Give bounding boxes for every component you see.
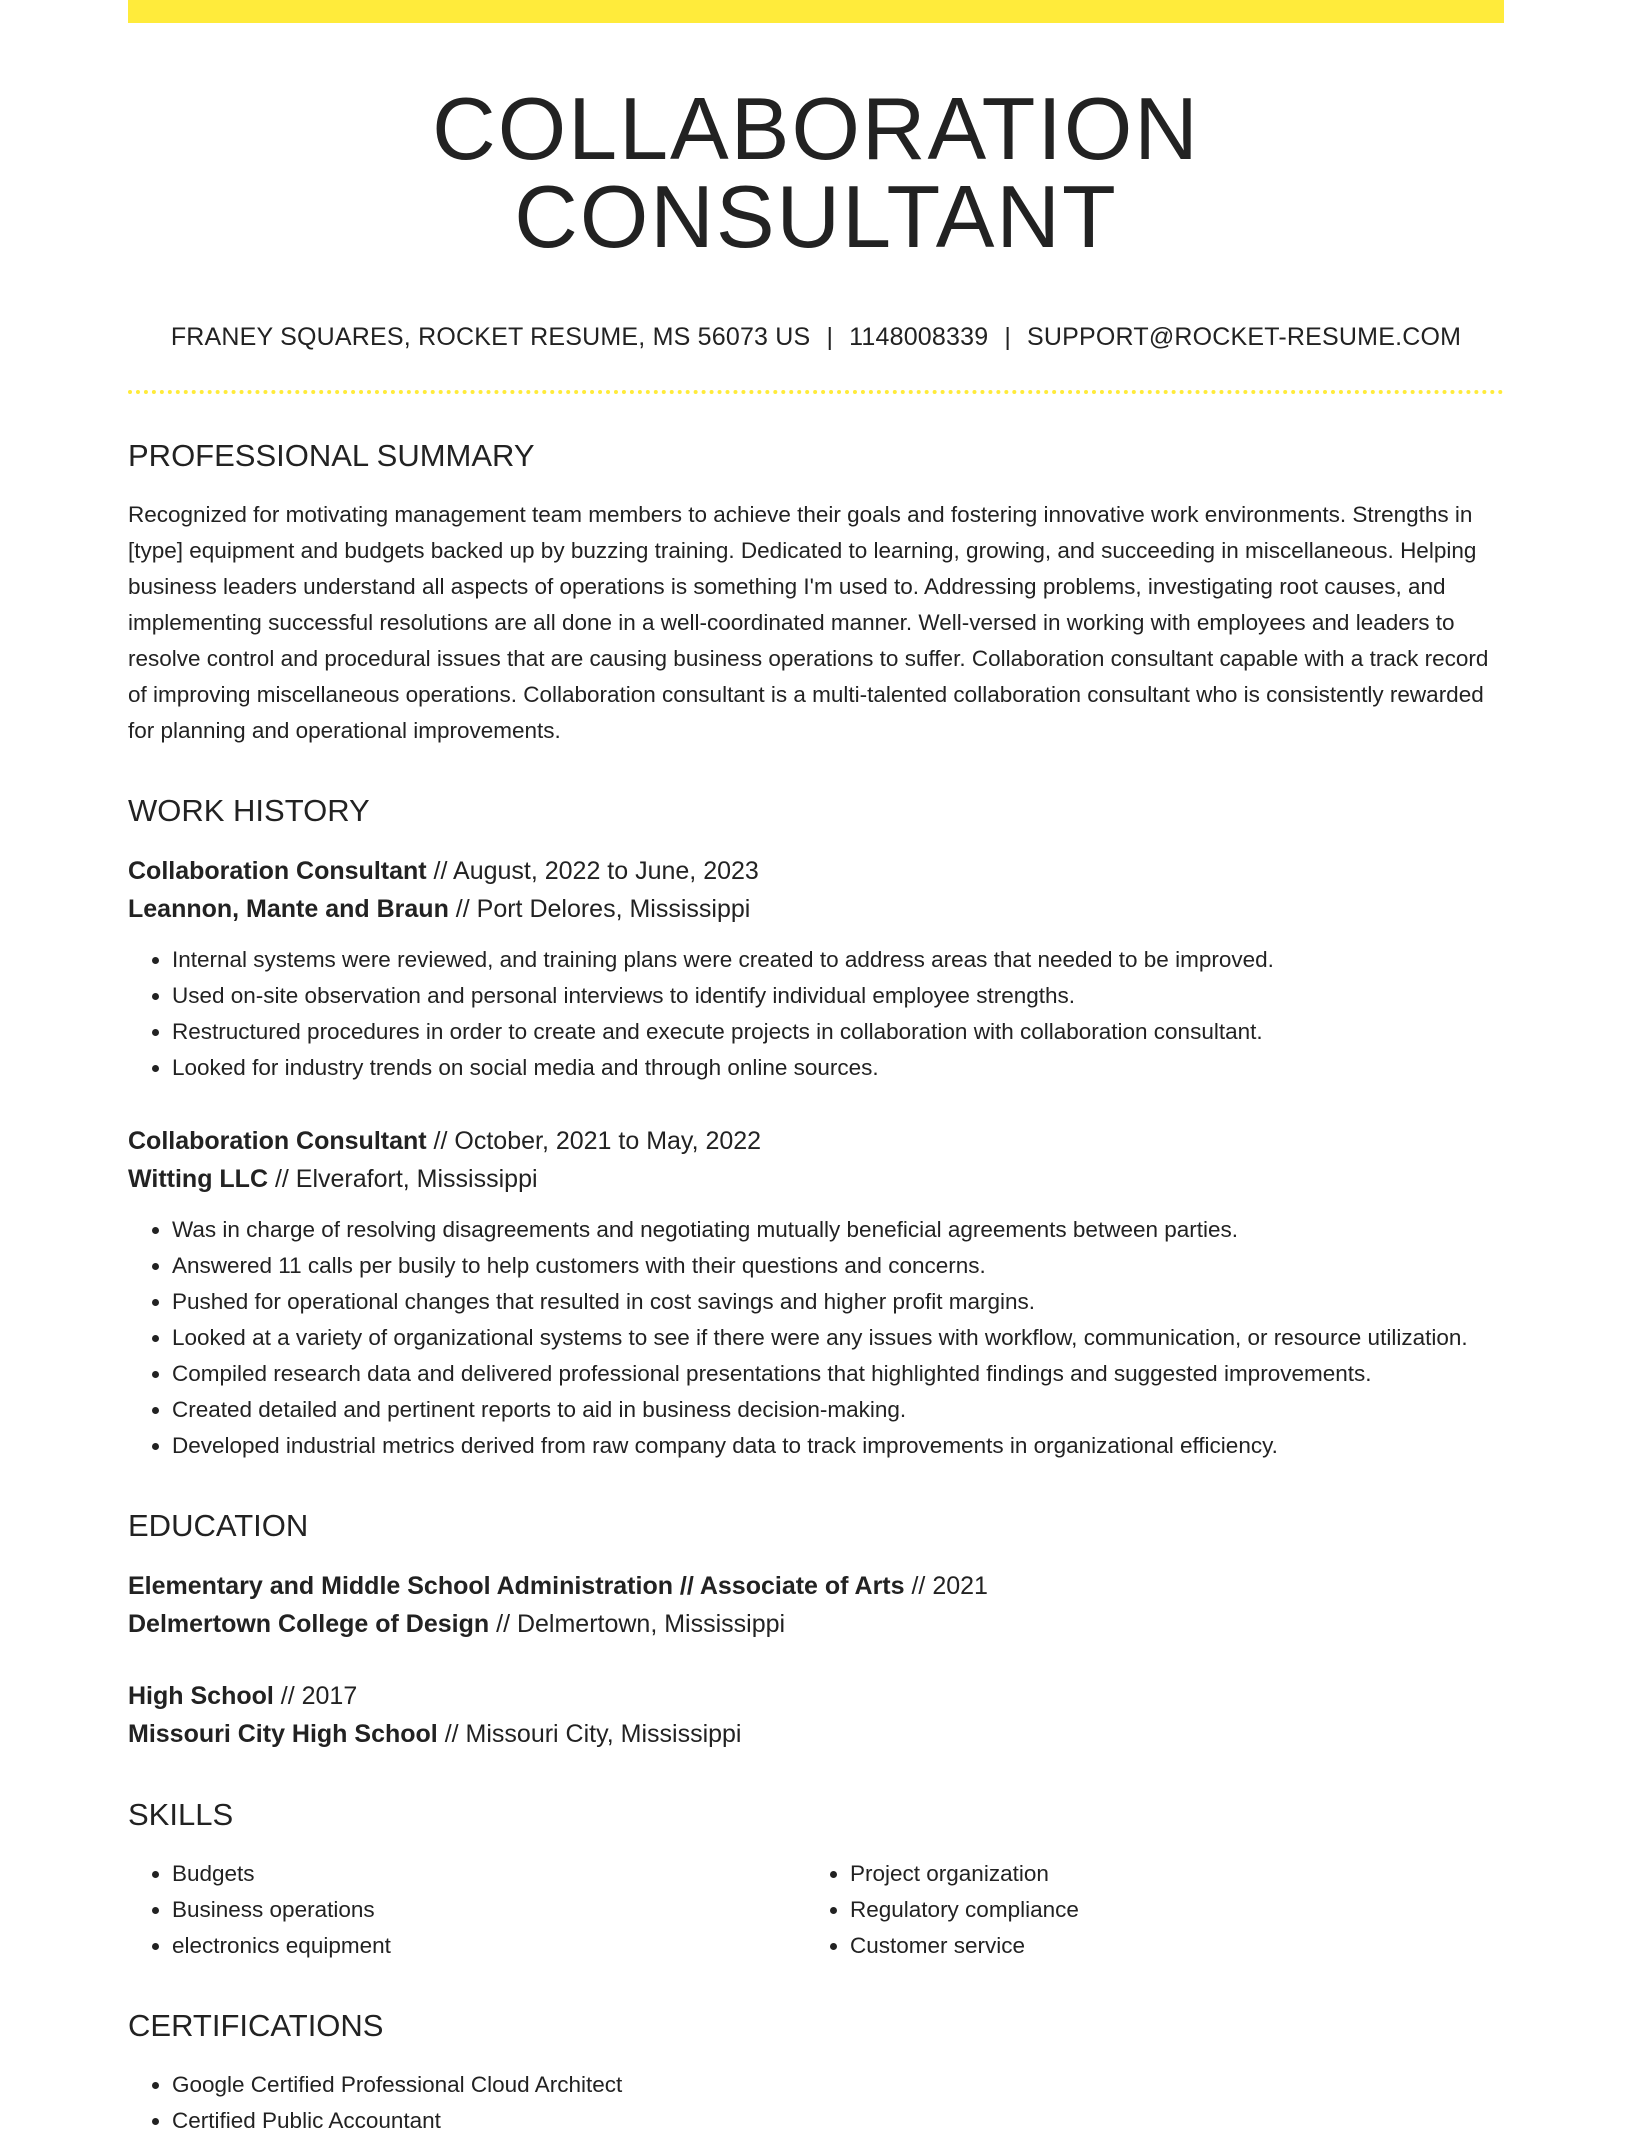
job-bullets <box>128 942 1504 1086</box>
contact-line <box>128 325 1504 350</box>
skill-item: • Project organization <box>850 1856 1484 1892</box>
job-bullet: • Restructured procedures in order to create and execute projects in collaboration with collaboration consultant. <box>172 1014 1504 1050</box>
education-degree-line <box>128 1677 1504 1715</box>
education-degree-line <box>128 1567 1504 1605</box>
certifications-heading: CERTIFICATIONS <box>128 2008 384 2043</box>
skill-item: • electronics equipment <box>172 1928 806 1964</box>
skills-heading: SKILLS <box>128 1797 234 1832</box>
education-school-line <box>128 1715 1504 1753</box>
education-year: // 2017 <box>273 1682 358 1710</box>
education-school: Missouri City High School <box>128 1720 438 1748</box>
summary-heading: PROFESSIONAL SUMMARY <box>128 438 535 473</box>
education-heading: EDUCATION <box>128 1508 309 1543</box>
job-dates: // August, 2022 to June, 2023 <box>426 857 759 885</box>
contact-separator: | <box>826 323 834 351</box>
skill-item: • Budgets <box>172 1856 806 1892</box>
job-bullet: • Was in charge of resolving disagreements and negotiating mutually beneficial agreements between parties. <box>172 1212 1504 1248</box>
job-bullet: • Used on-site observation and personal interviews to identify individual employee strengths. <box>172 978 1504 1014</box>
work-history-heading: WORK HISTORY <box>128 793 370 828</box>
education-school: Delmertown College of Design <box>128 1610 490 1638</box>
job-bullet: • Internal systems were reviewed, and training plans were created to address areas that needed to be improved. <box>172 942 1504 978</box>
education-location: // Missouri City, Mississippi <box>437 1720 742 1748</box>
summary-text: Recognized for motivating management team members to achieve their goals and fostering innovative work environments. Strengths in [type] equipment and budgets backed up by buzzing training. Dedicated to learning, growing, and succeeding in miscellaneous. Helping business leaders understand all aspects of operations is something I'm used to. Addressing problems, investigating root causes, and implementing successful resolutions are all done in a well-coordinated manner. Well-versed in working with employees and leaders to resolve control and procedural issues that are causing business operations to suffer. Collaboration consultant capable with a track record of improving miscellaneous operations. Collaboration consultant is a multi-talented collaboration consultant who is consistently rewarded for planning and operational improvements. <box>128 502 1489 743</box>
skill-item: • Business operations <box>172 1892 806 1928</box>
job-title: Collaboration Consultant <box>128 857 427 885</box>
skills-list-right <box>806 1856 1484 1964</box>
job-company-line <box>128 890 1504 928</box>
certification-item: • Google Certified Professional Cloud Architect <box>172 2067 1504 2103</box>
education-school-line <box>128 1605 1504 1643</box>
job-bullet: • Looked at a variety of organizational systems to see if there were any issues with workflow, communication, or resource utilization. <box>172 1320 1504 1356</box>
certification-item: • Certified Public Accountant <box>172 2103 1504 2139</box>
job-company: Witting LLC <box>128 1165 269 1193</box>
skill-item: • Customer service <box>850 1928 1484 1964</box>
contact-address: FRANEY SQUARES, ROCKET RESUME, MS 56073 US <box>170 323 811 351</box>
job-company-line <box>128 1160 1504 1198</box>
job-bullet: • Compiled research data and delivered professional presentations that highlighted findings and suggested improvements. <box>172 1356 1504 1392</box>
certifications-list <box>128 2067 1504 2139</box>
education-location: // Delmertown, Mississippi <box>489 1610 786 1638</box>
job-bullet: • Answered 11 calls per busily to help customers with their questions and concerns. <box>172 1248 1504 1284</box>
job-bullet: • Created detailed and pertinent reports to aid in business decision-making. <box>172 1392 1504 1428</box>
job-company: Leannon, Mante and Braun <box>128 895 449 923</box>
skill-item: • Regulatory compliance <box>850 1892 1484 1928</box>
job-bullet: • Looked for industry trends on social media and through online sources. <box>172 1050 1504 1086</box>
education-year: // 2021 <box>904 1572 988 1600</box>
job-title: Collaboration Consultant <box>128 1127 427 1155</box>
job-bullets <box>128 1212 1504 1464</box>
skills-columns <box>128 1856 1504 1964</box>
resume-page <box>128 0 1504 2139</box>
job-location: // Port Delores, Mississippi <box>448 895 751 923</box>
job-title-line <box>128 1122 1504 1160</box>
contact-email: SUPPORT@ROCKET-RESUME.COM <box>1027 323 1462 351</box>
contact-separator: | <box>1004 323 1012 351</box>
job-title-line <box>128 852 1504 890</box>
education-degree: High School <box>128 1682 274 1710</box>
contact-phone: 1148008339 <box>849 323 989 351</box>
accent-top-bar <box>128 0 1504 23</box>
education-degree: Elementary and Middle School Administration // Associate of Arts <box>128 1572 905 1600</box>
job-location: // Elverafort, Mississippi <box>268 1165 538 1193</box>
job-bullet: • Pushed for operational changes that resulted in cost savings and higher profit margins. <box>172 1284 1504 1320</box>
job-bullet: • Developed industrial metrics derived from raw company data to track improvements in organizational efficiency. <box>172 1428 1504 1464</box>
resume-name: COLLABORATION CONSULTANT <box>432 79 1200 266</box>
job-dates: // October, 2021 to May, 2022 <box>426 1127 762 1155</box>
dotted-divider <box>128 390 1504 394</box>
skills-list-left <box>128 1856 806 1964</box>
